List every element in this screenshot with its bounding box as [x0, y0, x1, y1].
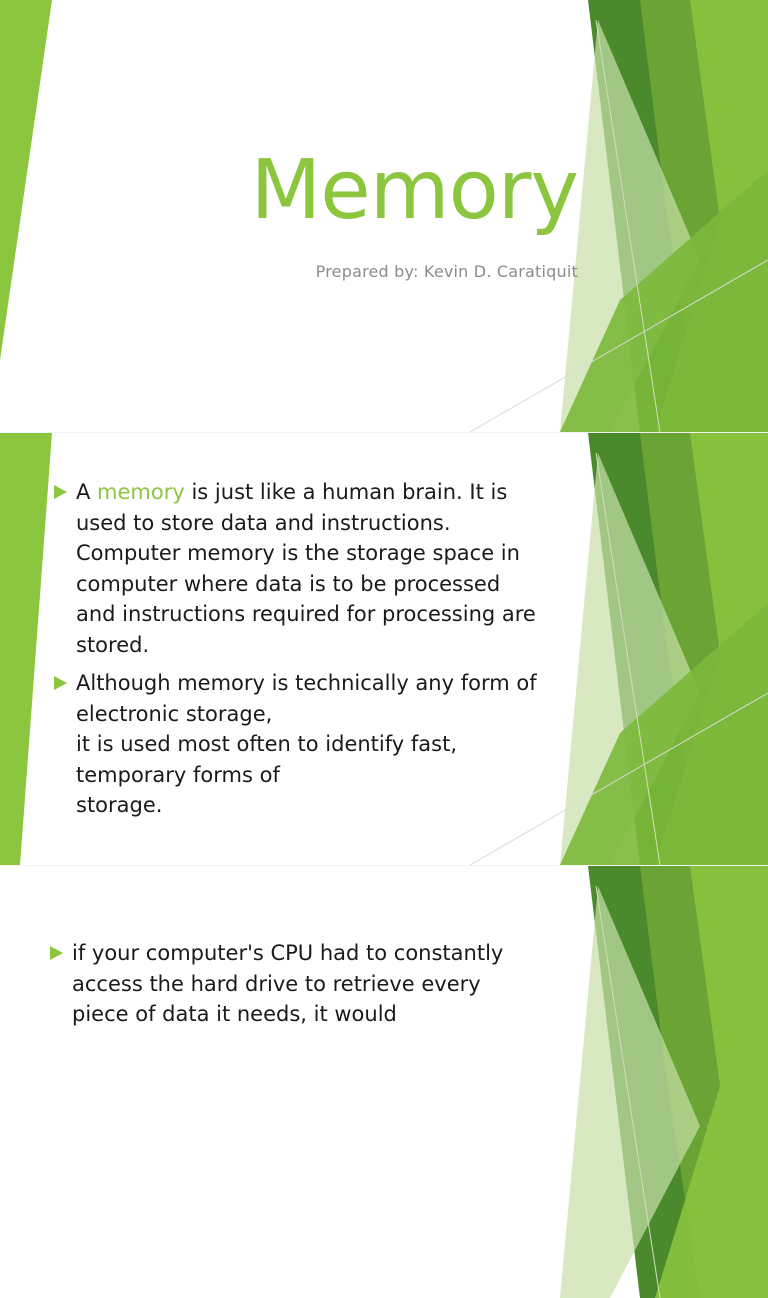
left-green-stripe	[0, 0, 52, 360]
left-green-stripe	[0, 433, 52, 865]
bullet-line: stored.	[76, 632, 150, 657]
bullet-item-memory-definition	[52, 477, 592, 660]
bullet-line	[76, 477, 592, 508]
bullet-line: electronic storage,	[76, 701, 273, 726]
bullet-list	[48, 938, 588, 1038]
bullet-line: piece of data it needs, it would	[72, 1002, 397, 1026]
slide-title	[0, 0, 768, 432]
bullet-item-cpu-access	[48, 938, 588, 1030]
decorative-background	[0, 866, 768, 1298]
text-rest: is just like a human brain. It is	[184, 480, 508, 504]
bullet-arrow-icon	[50, 946, 63, 960]
bullet-line: it is used most often to identify fast,	[76, 732, 457, 756]
bullet-line: temporary forms of	[76, 762, 280, 787]
bullet-line: and instructions required for processing are	[76, 602, 536, 626]
bullet-line: used to store data and instructions.	[76, 510, 451, 535]
bullet-line: computer where data is to be processed	[76, 571, 501, 596]
bullet-line: storage.	[76, 793, 163, 817]
bullet-item-memory-usage	[52, 668, 592, 821]
slide-cpu-access	[0, 866, 768, 1298]
highlighted-term: memory	[97, 480, 185, 504]
bullet-arrow-icon	[54, 485, 67, 499]
slide-definition	[0, 433, 768, 865]
bullet-line: access the hard drive to retrieve every	[72, 971, 481, 996]
bullet-line: Although memory is technically any form of	[76, 671, 537, 695]
bullet-list	[52, 477, 592, 829]
text-prefix: A	[76, 480, 98, 504]
slide-title-text: Memory	[250, 143, 578, 238]
bullet-arrow-icon	[54, 676, 67, 690]
bullet-line: Computer memory is the storage space in	[76, 541, 520, 565]
bullet-line: if your computer's CPU had to constantly	[72, 941, 504, 965]
slide-subtitle: Prepared by: Kevin D. Caratiquit	[315, 262, 578, 281]
